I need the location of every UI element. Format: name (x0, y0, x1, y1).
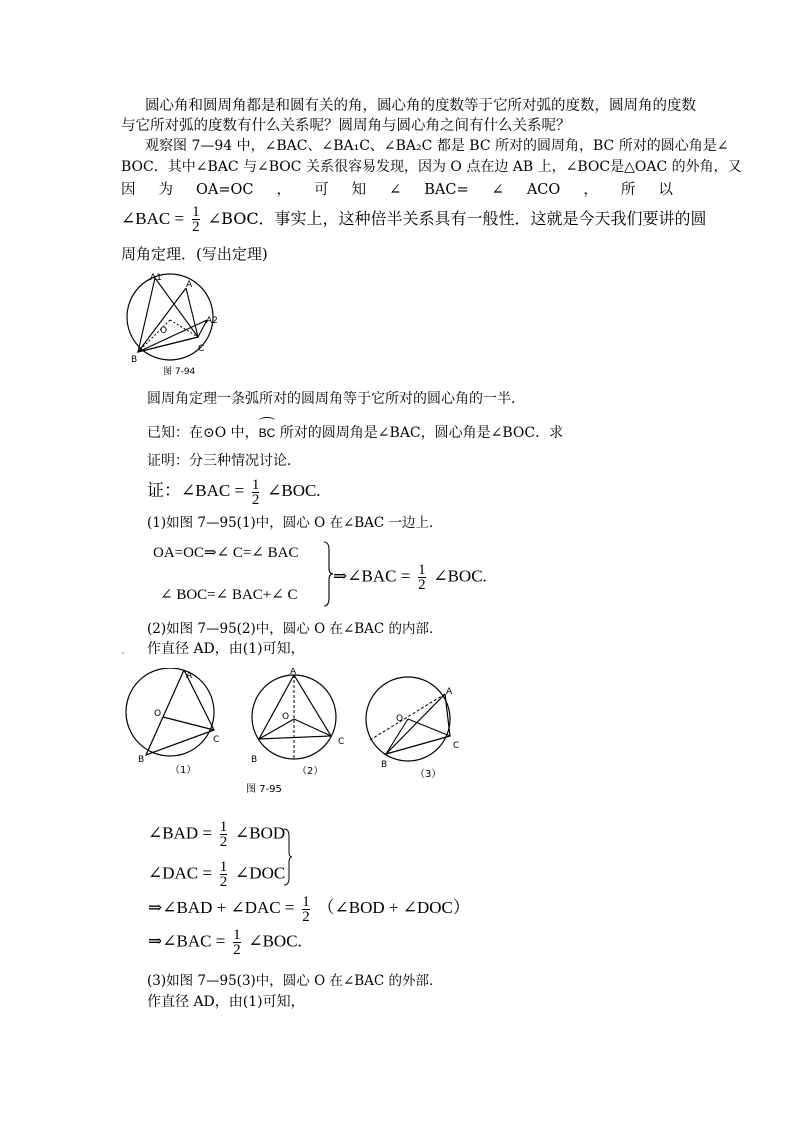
derive-eq2-right: ∠DOC (235, 863, 286, 883)
case1-result (333, 563, 487, 592)
derive-eq4-left: ⇒∠BAC = (148, 931, 226, 951)
observe-line-5: 周角定理．(写出定理) (121, 245, 268, 263)
fraction-numerator: 1 (192, 204, 200, 220)
intro-line-2: 与它所对弧的度数有什么关系呢？圆周角与圆心角之间有什么关系呢？ (121, 118, 571, 134)
fig95-caption: 图 7-95 (246, 784, 282, 795)
prove-frac-den: 2 (251, 491, 260, 508)
fig95-3-diameter (370, 694, 445, 740)
observe-line-3-word: 因 (121, 182, 136, 198)
derive-eq1-num: 1 (219, 819, 228, 835)
figure-7-95 (118, 668, 478, 796)
observe-line-3-word: ， (276, 182, 292, 198)
arc-label: BC (258, 426, 276, 440)
derive-eq4 (148, 928, 302, 957)
fig95-3-radius-oc (408, 719, 450, 736)
fig95-1-label-b: B (138, 755, 145, 765)
arc-bc (259, 424, 276, 443)
fig94-label-a1: A1 (150, 273, 162, 283)
observe-line-3-word: 以 (658, 182, 673, 198)
fig95-1-circle (126, 668, 214, 756)
fig95-3-label-a: A (446, 687, 453, 697)
fig95-1-radius (163, 717, 214, 730)
case2-line2: 作直径 AD，由(1)可知， (147, 641, 305, 657)
case1-eq2: ∠ BOC=∠ BAC+∠ C (160, 587, 298, 603)
fig94-label-a2: A2 (206, 316, 218, 326)
derive-eq4-num: 1 (233, 927, 241, 943)
stray-dot: . (121, 643, 125, 657)
fig95-2-label-b: B (251, 755, 258, 765)
observe-line-1: 观察图 7—94 中，∠BAC、∠BA₁C、∠BA₂C 都是 BC 所对的圆周角，BC 所对的圆心角是∠ (145, 138, 729, 154)
derive-eq1-left: ∠BAD = (148, 823, 212, 843)
observe-line-3-word: BAC= (424, 182, 469, 198)
derive-eq1-right: ∠BOD (235, 823, 286, 843)
known-suffix: 所对的圆周角是∠BAC，圆心角是∠BOC．求 (279, 425, 564, 441)
prove-left: 证：∠BAC = (147, 481, 245, 500)
fraction-half (192, 205, 200, 234)
derive-eq2-left: ∠DAC = (148, 863, 212, 883)
fig95-3-label-c: C (453, 741, 460, 751)
fig94-radius-ob (138, 320, 170, 352)
observe-line-3 (121, 181, 673, 200)
fig95-2-label-c: C (338, 737, 345, 747)
formula-bac: ∠BAC = (121, 209, 185, 228)
fig94-label-c: C (198, 344, 205, 354)
derive-eq2-den: 2 (219, 874, 228, 890)
known-line (147, 424, 563, 443)
case1-frac-num: 1 (418, 562, 426, 578)
observe-line-3-word: ∠ (491, 182, 504, 198)
case1-eq1: OA=OC⇒∠ C=∠ BAC (153, 545, 299, 561)
known-prefix: 已知：在⊙O 中， (147, 425, 259, 441)
fig95-2-label-a: A (290, 668, 297, 677)
derive-eq4-right: ∠BOC. (248, 931, 302, 951)
fig94-label-a: A (186, 280, 193, 290)
derive-eq2-frac (220, 860, 228, 889)
observe-line-3-word: ， (583, 182, 598, 198)
fig95-1-label-c: C (213, 735, 220, 745)
prove-frac-num: 1 (251, 476, 260, 493)
derive-eq4-frac (233, 928, 241, 957)
theorem-text: 圆周角定理一条弧所对的圆周角等于它所对的圆心角的一半． (147, 391, 525, 407)
derive-eq3-frac (302, 895, 310, 924)
derive-eq4-den: 2 (233, 942, 241, 958)
derive-brace (283, 828, 293, 886)
fig94-caption: 图 7-94 (163, 367, 196, 377)
fig95-3-sublabel: （3） (415, 769, 442, 780)
figure-7-94 (118, 268, 228, 380)
derive-eq3-den: 2 (302, 908, 310, 925)
fig95-1-label-o: O (154, 709, 162, 719)
case2-title: (2)如图 7—95(2)中，圆心 O 在∠BAC 的内部． (147, 621, 443, 637)
observe-line-3-word: ACO (526, 182, 561, 198)
observe-line-3-word: 为 (158, 182, 174, 198)
prove-line (147, 476, 321, 507)
observe-line-3-word: OA=OC (196, 182, 254, 198)
fig95-3-label-b: B (381, 760, 388, 770)
derive-eq1-den: 2 (219, 834, 228, 850)
case3-title: (3)如图 7—95(3)中，圆心 O 在∠BAC 的外部． (147, 973, 443, 989)
fig95-1-label-a: A (186, 671, 193, 681)
derive-eq3 (148, 893, 470, 924)
proof-intro: 证明：分三种情况讨论． (147, 453, 301, 469)
case1-result-right: ∠BOC. (433, 566, 487, 586)
intro-line-1: 圆心角和圆周角都是和圆有关的角，圆心角的度数等于它所对弧的度数，圆周角的度数 (145, 98, 696, 114)
observe-line-3-word: 所 (620, 182, 636, 198)
observe-line-3-word: 可 (314, 182, 329, 198)
observe-line-4 (121, 205, 707, 234)
derive-eq3-num: 1 (302, 893, 310, 910)
observe-line-3-word: ∠ (389, 182, 402, 198)
prove-right: ∠BOC. (267, 481, 321, 500)
fig94-label-b: B (131, 355, 138, 365)
fig95-2-sublabel: （2） (297, 766, 324, 777)
observe-line-4-text: ∠BOC．事实上，这种倍半关系具有一般性．这就是今天我们要讲的圆 (207, 209, 707, 228)
case1-fraction (418, 563, 426, 592)
derive-eq1 (148, 820, 285, 849)
prove-fraction (252, 478, 260, 507)
arc-mark (259, 417, 276, 424)
case3-line2: 作直径 AD，由(1)可知， (147, 994, 305, 1010)
derive-eq3-left: ⇒∠BAD + ∠DAC = (148, 898, 295, 917)
fig94-radius-oc (170, 320, 198, 337)
observe-line-3-word: 知 (351, 182, 367, 198)
fig95-3-label-o: O (396, 714, 404, 724)
case1-result-left: ⇒∠BAC = (333, 566, 411, 586)
derive-eq1-frac (220, 820, 228, 849)
case1-title: (1)如图 7—95(1)中，圆心 O 在∠BAC 一边上． (147, 515, 443, 531)
fig95-1-sublabel: （1） (170, 765, 197, 776)
derive-eq2 (148, 860, 285, 889)
case1-frac-den: 2 (418, 577, 426, 593)
fig94-label-o: O (160, 326, 168, 336)
observe-line-2: BOC．其中∠BAC 与∠BOC 关系很容易发现，因为 O 点在边 AB 上，∠BOC是△OAC 的外角，又 (121, 159, 742, 175)
fraction-denominator: 2 (192, 219, 200, 235)
derive-eq3-right: （∠BOD + ∠DOC） (317, 898, 470, 917)
derive-eq2-num: 1 (219, 859, 228, 875)
fig95-2-label-o: O (282, 712, 290, 722)
